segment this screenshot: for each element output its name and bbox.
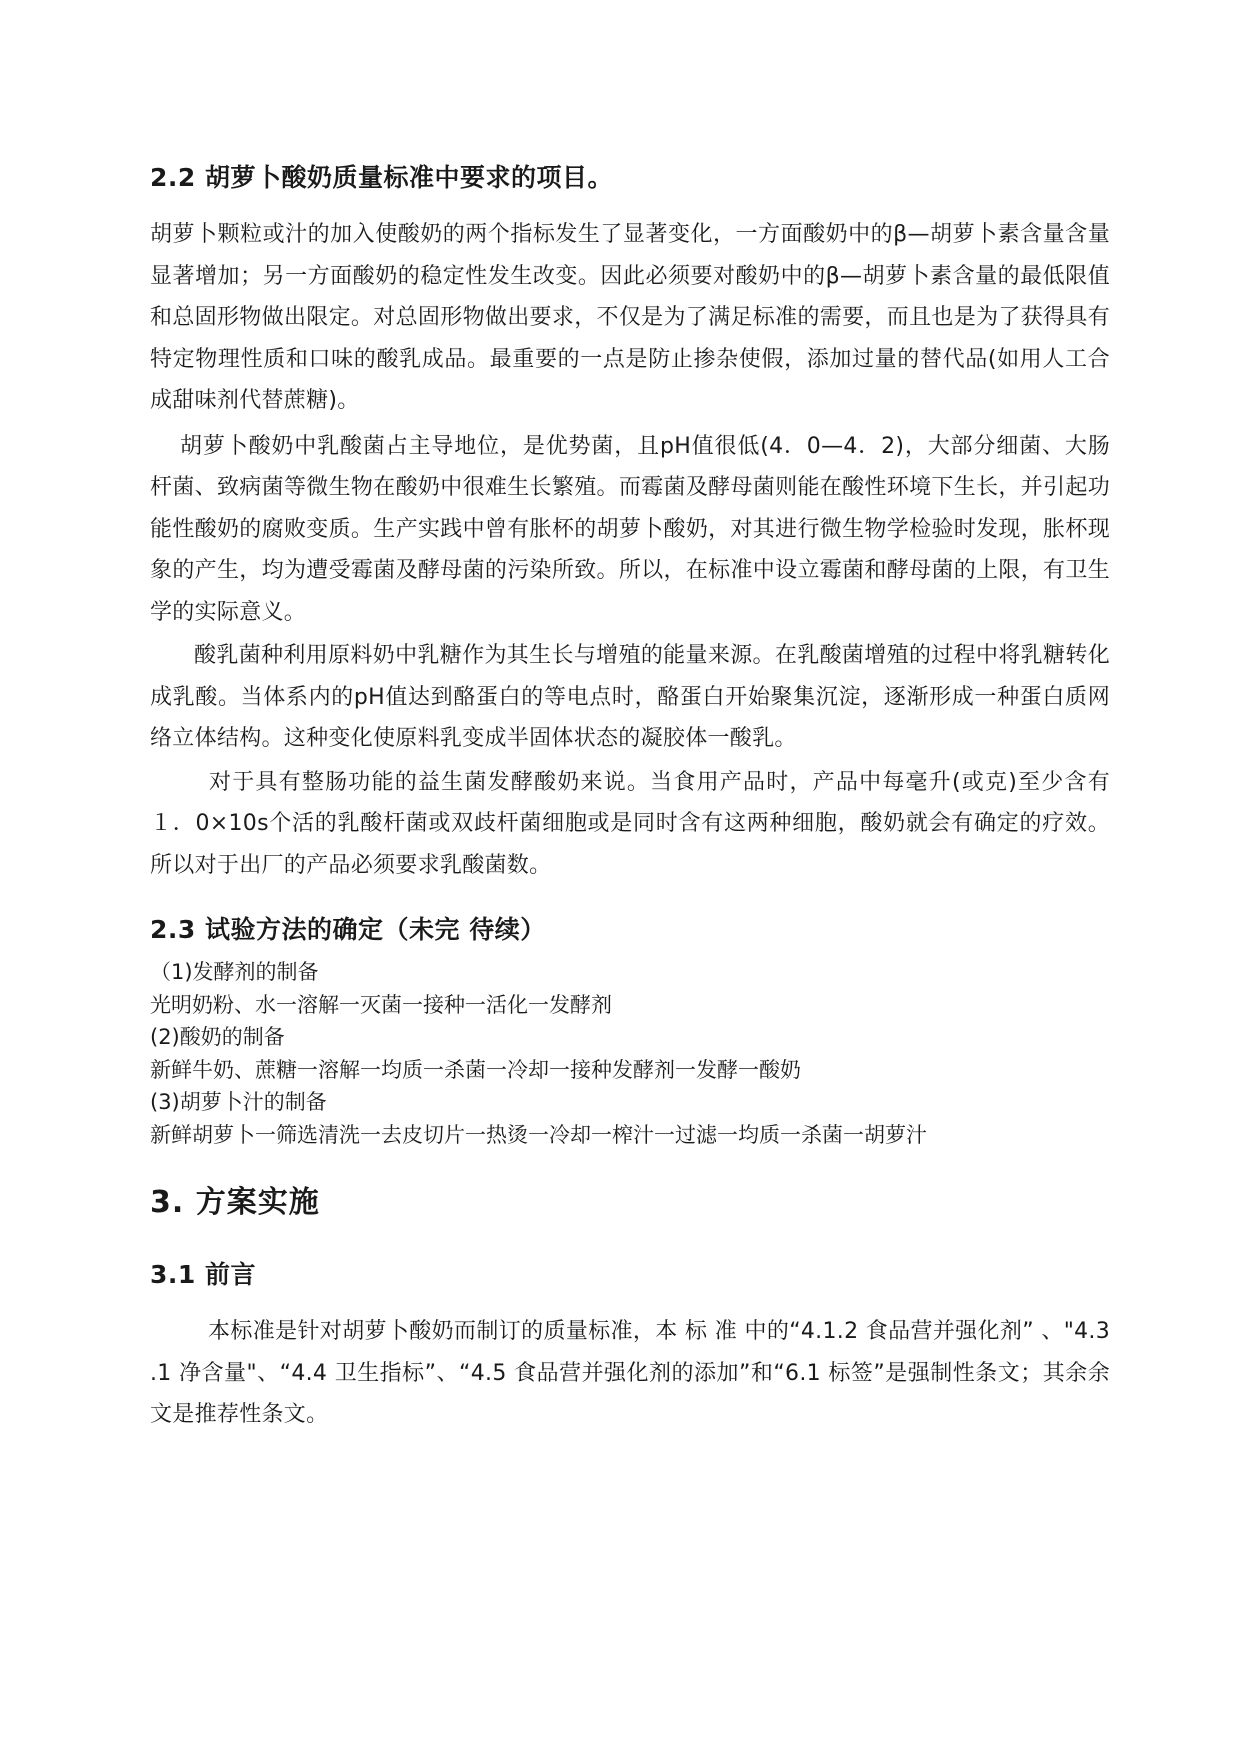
section-3-1-paragraph-1: 本标准是针对胡萝卜酸奶而制订的质量标准，本 标 准 中的“4.1.2 食品营并强化剂” 、"4.3 .1 净含量"、“4.4 卫生指标”、“4.5 食品营并强化剂的添加”和“6.1 标签”是强制性条文；其余余文是推荐性条文。 [150, 1319, 1110, 1427]
process-list-line: (2)酸奶的制备 [150, 1025, 285, 1049]
process-list-line: （1)发酵剂的制备 [150, 960, 319, 984]
section-2-2-paragraph-4: 对于具有整肠功能的益生菌发酵酸奶来说。当食用产品时，产品中每毫升(或克)至少含有１．0×10s个活的乳酸杆菌或双歧杆菌细胞或是同时含有这两种细胞，酸奶就会有确定的疗效。所以对于出厂的产品必须要求乳酸菌数。 [150, 769, 1110, 878]
process-list-line: 新鲜牛奶、蔗糖一溶解一均质一杀菌一冷却一接种发酵剂一发酵一酸奶 [150, 1057, 801, 1082]
section-2-3-heading: 2.3 试验方法的确定（未完 待续） [150, 915, 546, 944]
process-list-line: 新鲜胡萝卜一筛选清洗一去皮切片一热烫一冷却一榨汁一过滤一均质一杀菌一胡萝汁 [150, 1122, 927, 1147]
section-2-2-paragraph-3: 酸乳菌种利用原料奶中乳糖作为其生长与增殖的能量来源。在乳酸菌增殖的过程中将乳糖转化成乳酸。当体系内的pH值达到酪蛋白的等电点时，酪蛋白开始聚集沉淀，逐渐形成一种蛋白质网络立体结构。这种变化使原料乳变成半固体状态的凝胶体一酸乳。 [150, 643, 1110, 751]
section-2-2-paragraph-2: 胡萝卜酸奶中乳酸菌占主导地位，是优势菌，且pH值很低(4．0—4．2)，大部分细菌、大肠杆菌、致病菌等微生物在酸奶中很难生长繁殖。而霉菌及酵母菌则能在酸性环境下生长，并引起功能性酸奶的腐败变质。生产实践中曾有胀杯的胡萝卜酸奶，对其进行微生物学检验时发现，胀杯现象的产生，均为遭受霉菌及酵母菌的污染所致。所以，在标准中设立霉菌和酵母菌的上限，有卫生学的实际意义。 [150, 433, 1110, 625]
process-list-line: (3)胡萝卜汁的制备 [150, 1090, 327, 1114]
document-page [150, 160, 1110, 1436]
process-list [150, 956, 1110, 1151]
process-list-line: 光明奶粉、水一溶解一灭菌一接种一活化一发酵剂 [150, 992, 612, 1017]
section-3-heading: 3. 方案实施 [150, 1185, 320, 1220]
section-2-2-paragraph-1: 胡萝卜颗粒或汁的加入使酸奶的两个指标发生了显著变化，一方面酸奶中的β—胡萝卜素含量含量显著增加；另一方面酸奶的稳定性发生改变。因此必须要对酸奶中的β—胡萝卜素含量的最低限值和总固形物做出限定。对总固形物做出要求，不仅是为了满足标准的需要，而且也是为了获得具有特定物理性质和口味的酸乳成品。最重要的一点是防止掺杂使假，添加过量的替代品(如用人工合成甜味剂代替蔗糖)。 [150, 222, 1110, 413]
section-2-2-heading: 2.2 胡萝卜酸奶质量标准中要求的项目。 [150, 163, 613, 192]
section-3-1-heading: 3.1 前言 [150, 1260, 256, 1289]
